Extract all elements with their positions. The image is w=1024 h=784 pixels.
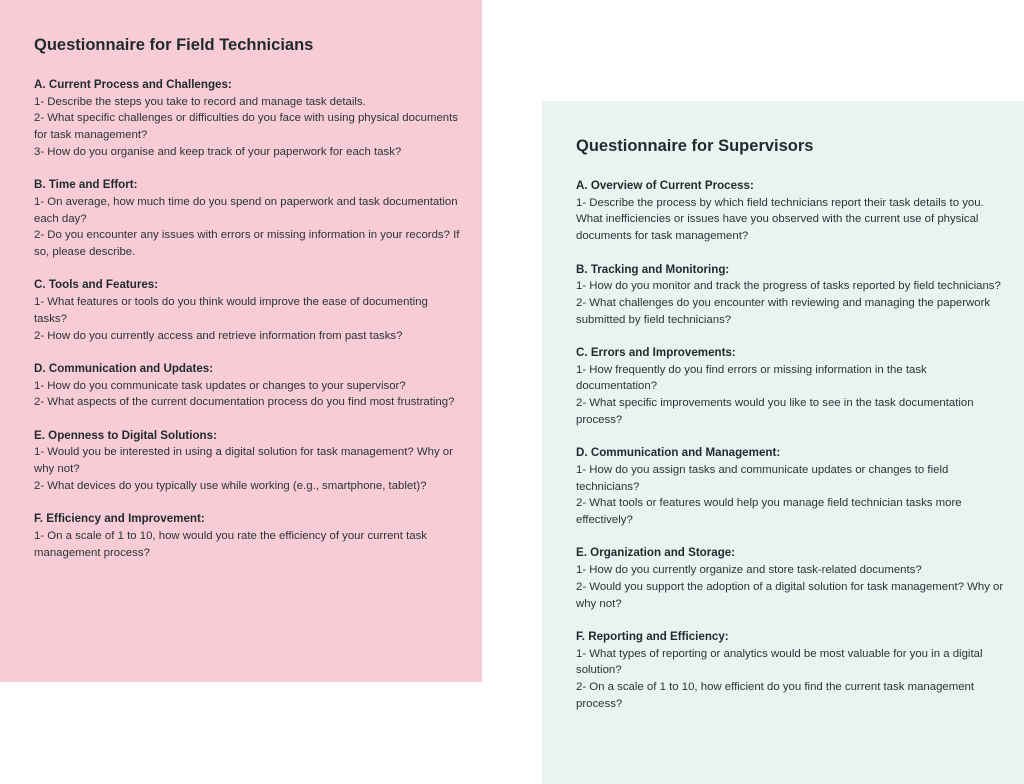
question: 3- How do you organise and keep track of your paperwork for each task?	[34, 145, 402, 158]
section-heading: A. Current Process and Challenges:	[34, 78, 232, 91]
question: 2- On a scale of 1 to 10, how efficient do you find the current task management process?	[576, 681, 975, 710]
question: 1- Describe the steps you take to record and manage task details.	[34, 95, 366, 108]
question: 1- How do you monitor and track the progress of tasks reported by field technicians?	[576, 280, 1001, 293]
question: 1- Describe the process by which field technicians report their task details to you. What inefficiencies or issues have you observed with the current use of physical documents for task management?	[576, 196, 984, 243]
question: 2- How do you currently access and retrieve information from past tasks?	[34, 329, 403, 342]
question: 2- What devices do you typically use while working (e.g., smartphone, tablet)?	[34, 479, 427, 492]
question: 1- What types of reporting or analytics would be most valuable for you in a digital solution?	[576, 647, 983, 677]
question: 2- What specific improvements would you like to see in the task documentation process?	[576, 397, 974, 426]
section-heading: E. Organization and Storage:	[576, 546, 736, 560]
section-heading: F. Reporting and Efficiency:	[576, 629, 729, 643]
section-heading: D. Communication and Updates:	[34, 361, 214, 375]
section-heading: D. Communication and Management:	[576, 446, 781, 460]
technicians-title: Questionnaire for Field Technicians	[34, 36, 314, 54]
question: 2- Do you encounter any issues with errors or missing information in your records? If so, please describe.	[34, 229, 460, 259]
question: 2- What challenges do you encounter with reviewing and managing the paperwork submitted by field technicians?	[576, 296, 991, 326]
technicians-panel	[0, 0, 482, 682]
question: 1- On a scale of 1 to 10, how would you rate the efficiency of your current task management process?	[34, 529, 427, 559]
section-heading: A. Overview of Current Process:	[576, 179, 754, 192]
question: 2- Would you support the adoption of a digital solution for task management? Why or why not?	[576, 580, 1004, 610]
technicians-sections	[34, 77, 462, 561]
supervisors-sections	[576, 178, 1004, 712]
sup-section-f	[576, 629, 1004, 713]
section-heading: E. Openness to Digital Solutions:	[34, 428, 217, 442]
tech-section-c	[34, 277, 462, 344]
tech-section-e	[34, 428, 462, 495]
question: 2- What aspects of the current documentation process do you find most frustrating?	[34, 396, 455, 409]
sup-section-e	[576, 545, 1004, 612]
question: 2- What tools or features would help you manage field technician tasks more effectively?	[576, 497, 962, 527]
sup-section-b	[576, 262, 1004, 329]
section-heading: C. Errors and Improvements:	[576, 346, 736, 359]
question: 1- What features or tools do you think would improve the ease of documenting tasks?	[34, 296, 428, 325]
section-heading: F. Efficiency and Improvement:	[34, 512, 205, 526]
sup-section-a	[576, 178, 1004, 245]
sup-section-d	[576, 445, 1004, 529]
tech-section-d	[34, 361, 462, 411]
section-heading: C. Tools and Features:	[34, 278, 159, 292]
question: 1- How do you assign tasks and communicate updates or changes to field technicians?	[576, 463, 949, 493]
question: 1- Would you be interested in using a digital solution for task management? Why or why not?	[34, 446, 453, 476]
tech-section-b	[34, 177, 462, 261]
question: 1- How do you communicate task updates or changes to your supervisor?	[34, 379, 406, 392]
tech-section-a	[34, 77, 462, 161]
section-heading: B. Time and Effort:	[34, 178, 138, 192]
tech-section-f	[34, 511, 462, 561]
supervisors-title: Questionnaire for Supervisors	[576, 137, 814, 155]
question: 1- How frequently do you find errors or missing information in the task documentation?	[576, 363, 927, 393]
question: 1- On average, how much time do you spend on paperwork and task documentation each day?	[34, 195, 458, 225]
sup-section-c	[576, 345, 1004, 429]
section-heading: B. Tracking and Monitoring:	[576, 262, 730, 276]
question: 2- What specific challenges or difficulties do you face with using physical documents for task management?	[34, 112, 458, 142]
question: 1- How do you currently organize and store task-related documents?	[576, 564, 922, 577]
supervisors-panel	[542, 101, 1024, 784]
